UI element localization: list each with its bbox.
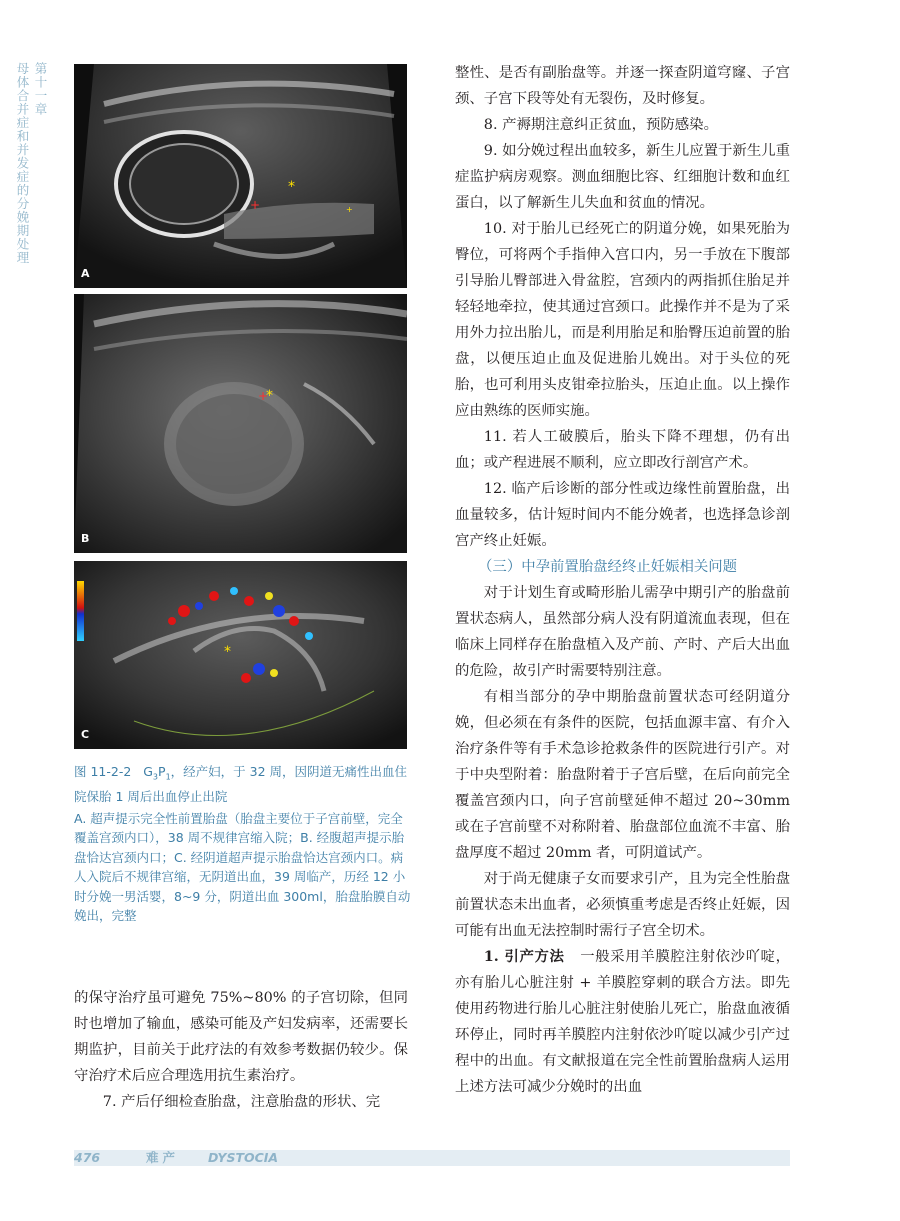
left-column-text (74, 985, 408, 1115)
paragraph: 10. 对于胎儿已经死亡的阴道分娩，如果死胎为臀位，可将两个手指伸入宫口内，另一手放在下腹部引导胎儿臀部进入骨盆腔，宫颈内的两指抓住胎足并轻轻地牵拉，使其通过宫颈口。此操作并不是为了采用外力拉出胎儿，而是利用胎足和胎臀压迫前置的胎盘，以便压迫止血及促进胎儿娩出。对于头位的死胎，也可利用头皮钳牵拉胎头，压迫止血。以上操作应由熟练的医师实施。 (455, 221, 790, 419)
panel-label-a: A (81, 267, 90, 280)
panel-label-c: C (81, 728, 90, 741)
chapter-number: 第十一章 (33, 62, 48, 116)
paragraph: 12. 临产后诊断的部分性或边缘性前置胎盘，出血量较多，估计短时间内不能分娩者，也选择急诊剖宫产终止妊娠。 (455, 481, 790, 549)
page-number: 476 (74, 1150, 101, 1165)
figure-caption (74, 762, 412, 926)
paragraph: 对于计划生育或畸形胎儿需孕中期引产的胎盘前置状态病人，虽然部分病人没有阴道流血表现，但在临床上同样存在胎盘植入及产前、产时、产后大出血的危险，故引产时需要特别注意。 (455, 585, 790, 679)
paragraph: 整性、是否有副胎盘等。并逐一探查阴道穹窿、子宫颈、子宫下段等处有无裂伤，及时修复。 (455, 65, 790, 107)
ultrasound-a-graphic (74, 64, 407, 288)
paragraph-body: 一般采用羊膜腔注射依沙吖啶，亦有胎儿心脏注射 + 羊膜腔穿刺的联合方法。即先使用药物进行胎儿心脏注射使胎儿死亡，胎盘血液循环停止，同时再羊膜腔内注射依沙吖啶以减少引产过程中的出血。有文献报道在完全性前置胎盘病人运用上述方法可减少分娩时的出血 (455, 949, 790, 1095)
svg-text:+: + (346, 205, 353, 214)
paragraph: 9. 如分娩过程出血较多，新生儿应置于新生儿重症监护病房观察。测血细胞比容、红细胞计数和血红蛋白，以了解新生儿失血和贫血的情况。 (455, 143, 790, 211)
ultrasound-image-a (74, 64, 407, 288)
ultrasound-image-b (74, 294, 407, 553)
paragraph: 有相当部分的孕中期胎盘前置状态可经阴道分娩，但必须在有条件的医院，包括血源丰富、有介入治疗条件等有手术急诊抢救条件的医院进行引产。对于中央型附着：胎盘附着于子宫后壁，在后向前完全覆盖宫颈内口，向子宫前壁延伸不超过 20~30mm 或在子宫前壁不对称附着、胎盘部位血流不丰富、胎盘厚度不超过 20mm 者，可阴道试产。 (455, 689, 790, 861)
figure-caption-title: 图 11-2-2 $G_3P_1$，经产妇，于 32 周，因阴道无痛性出血住院保胎 1 周后出血停止出院 (74, 764, 408, 804)
footer-bar (74, 1150, 790, 1166)
svg-text:*: * (224, 644, 231, 660)
svg-text:+: + (250, 198, 261, 212)
figure-caption-body: A. 超声提示完全性前置胎盘（胎盘主要位于子宫前壁，完全覆盖宫颈内口），38 周不规律宫缩入院；B. 经腹超声提示胎盘恰达宫颈内口；C. 经阴道超声提示胎盘恰达宫颈内口。病人入院后不规律宫缩，无阴道出血，39 周临产，历经 12 小时分娩一男活婴，8~9 分，阴道出血 300ml，胎盘胎膜自动娩出，完整 (74, 810, 411, 923)
svg-text:*: * (288, 179, 295, 195)
ultrasound-b-graphic (74, 294, 407, 553)
paragraph: 8. 产褥期注意纠正贫血，预防感染。 (483, 117, 718, 133)
figure-number: 图 11-2-2 (74, 764, 132, 779)
paragraph: 的保守治疗虽可避免 75%~80% 的子宫切除，但同时也增加了输血，感染可能及产妇发病率，还需要长期监护，目前关于此疗法的有效参考数据仍较少。保守治疗术后应合理选用抗生素治疗。 (74, 990, 408, 1084)
paragraph (455, 944, 790, 1100)
chapter-side-label (15, 62, 49, 265)
paragraph: 对于尚无健康子女而要求引产，且为完全性胎盘前置状态未出血者，必须慎重考虑是否终止妊娠，因可能有出血无法控制时需行子宫全切术。 (455, 871, 790, 939)
section-heading: （三）中孕前置胎盘经终止妊娠相关问题 (478, 559, 738, 575)
running-head-english: DYSTOCIA (208, 1150, 279, 1165)
svg-text:+: + (258, 389, 269, 403)
running-head-chinese: 难产 (146, 1150, 180, 1165)
svg-text:*: * (266, 388, 273, 404)
paragraph-lead: 1. 引产方法 (483, 948, 565, 965)
paragraph: 11. 若人工破膜后，胎头下降不理想，仍有出血；或产程进展不顺利，应立即改行剖宫产术。 (455, 429, 790, 471)
ultrasound-c-graphic (74, 561, 407, 749)
panel-label-b: B (81, 532, 90, 545)
paragraph: 7. 产后仔细检查胎盘，注意胎盘的形状、完 (102, 1094, 381, 1110)
chapter-title: 母体合并症和并发症的分娩期处理 (15, 62, 30, 265)
ultrasound-image-c (74, 561, 407, 749)
right-column-text (455, 60, 790, 1100)
